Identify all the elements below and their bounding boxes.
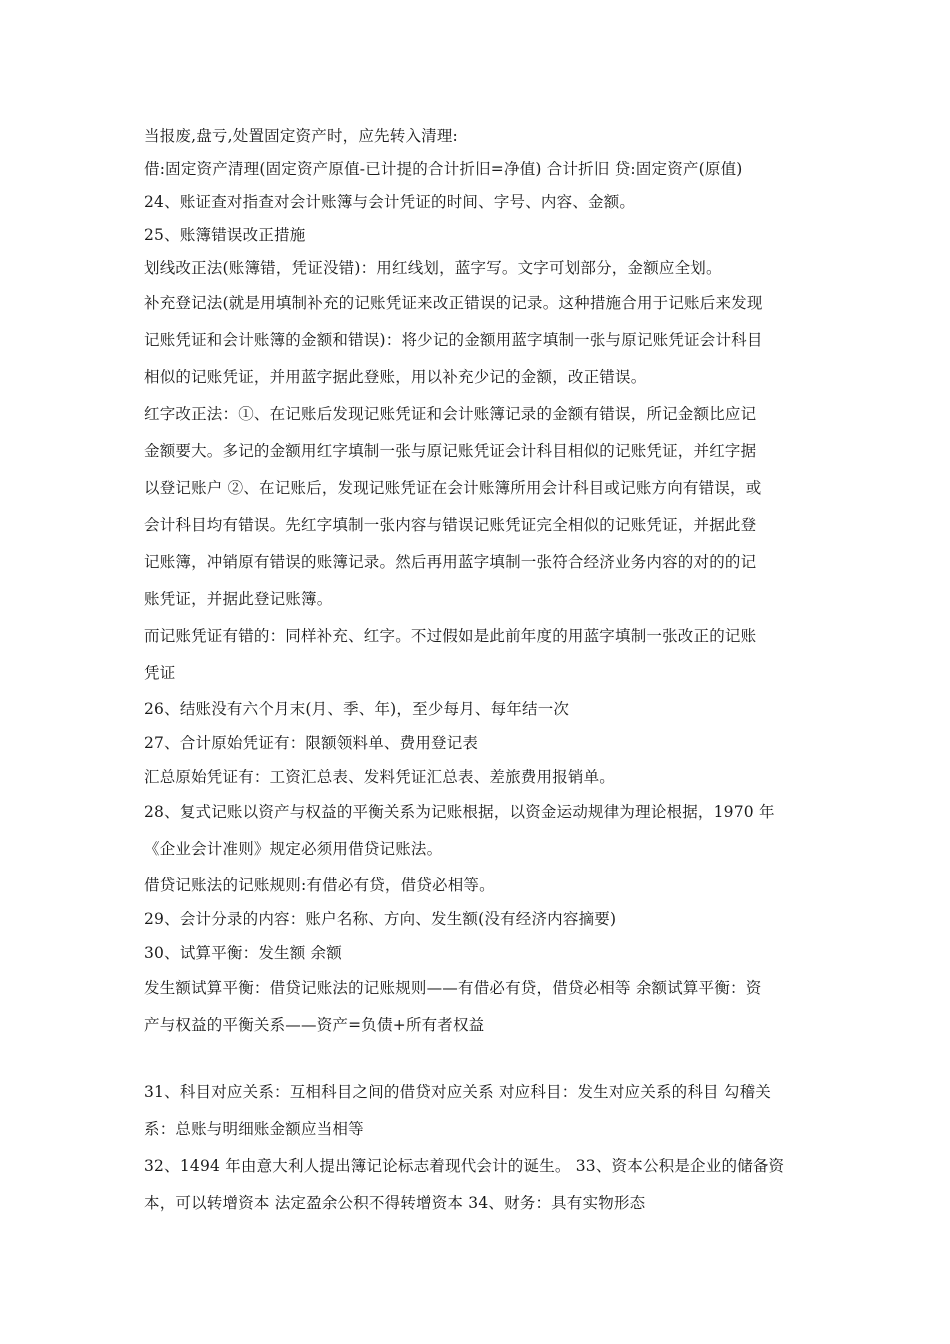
text-line: 28、复式记账以资产与权益的平衡关系为记账根据，以资金运动规律为理论根据，1970 年 (144, 803, 775, 821)
text-line: 而记账凭证有错的：同样补充、红字。不过假如是此前年度的用蓝字填制一张改正的记账 (144, 627, 757, 645)
text-line: 红字改正法：①、在记账后发现记账凭证和会计账簿记录的金额有错误，所记金额比应记 (144, 405, 757, 423)
text-line: 记账簿，冲销原有错误的账簿记录。然后再用蓝字填制一张符合经济业务内容的对的的记 (144, 553, 757, 571)
text-line: 以登记账户 ②、在记账后，发现记账凭证在会计账簿所用会计科目或记账方向有错误，或 (144, 479, 762, 497)
text-line: 当报废,盘亏,处置固定资产时，应先转入清理: (144, 127, 458, 145)
text-line: 补充登记法(就是用填制补充的记账凭证来改正错误的记录。这种措施合用于记账后来发现 (144, 294, 763, 312)
text-line: 系：总账与明细账金额应当相等 (144, 1120, 364, 1138)
paragraph-gap (144, 1044, 810, 1074)
text-line: 30、试算平衡：发生额 余额 (144, 944, 342, 962)
text-line: 31、科目对应关系：互相科目之间的借贷对应关系 对应科目：发生对应关系的科目 勾稽关 (144, 1083, 771, 1101)
text-line: 本，可以转增资本 法定盈余公积不得转增资本 34、财务：具有实物形态 (144, 1194, 646, 1212)
text-line: 借贷记账法的记账规则:有借必有贷，借贷必相等。 (144, 876, 495, 894)
text-line: 相似的记账凭证，并用蓝字据此登账，用以补充少记的金额，改正错误。 (144, 368, 647, 386)
text-line: 25、账簿错误改正措施 (144, 226, 306, 244)
text-line: 会计科目均有错误。先红字填制一张内容与错误记账凭证完全相似的记账凭证，并据此登 (144, 516, 757, 534)
text-line: 29、会计分录的内容：账户名称、方向、发生额(没有经济内容摘要) (144, 910, 617, 928)
text-line: 发生额试算平衡：借贷记账法的记账规则——有借必有贷，借贷必相等 余额试算平衡：资 (144, 979, 762, 997)
text-line: 账凭证，并据此登记账簿。 (144, 590, 333, 608)
text-line: 24、账证查对指查对会计账簿与会计凭证的时间、字号、内容、金额。 (144, 193, 636, 211)
text-line: 金额要大。多记的金额用红字填制一张与原记账凭证会计科目相似的记账凭证，并红字据 (144, 442, 757, 460)
text-line: 汇总原始凭证有：工资汇总表、发料凭证汇总表、差旅费用报销单。 (144, 768, 616, 786)
text-line: 借:固定资产清理(固定资产原值-已计提的合计折旧=净值) 合计折旧 贷:固定资产(原值) (144, 160, 743, 178)
text-line: 产与权益的平衡关系——资产=负债+所有者权益 (144, 1016, 485, 1034)
text-line: 32、1494 年由意大利人提出簿记论标志着现代会计的诞生。 33、资本公积是企业的储备资 (144, 1157, 785, 1175)
text-line: 划线改正法(账簿错，凭证没错)：用红线划，蓝字写。文字可划部分，金额应全划。 (144, 259, 722, 277)
document-body (144, 120, 810, 1222)
text-line: 《企业会计准则》规定必须用借贷记账法。 (144, 840, 443, 858)
text-line: 27、合计原始凭证有：限额领料单、费用登记表 (144, 734, 479, 752)
text-line: 记账凭证和会计账簿的金额和错误)：将少记的金额用蓝字填制一张与原记账凭证会计科目 (144, 331, 763, 349)
text-line: 凭证 (144, 664, 176, 682)
text-line: 26、结账没有六个月末(月、季、年)，至少每月、每年结一次 (144, 700, 570, 718)
